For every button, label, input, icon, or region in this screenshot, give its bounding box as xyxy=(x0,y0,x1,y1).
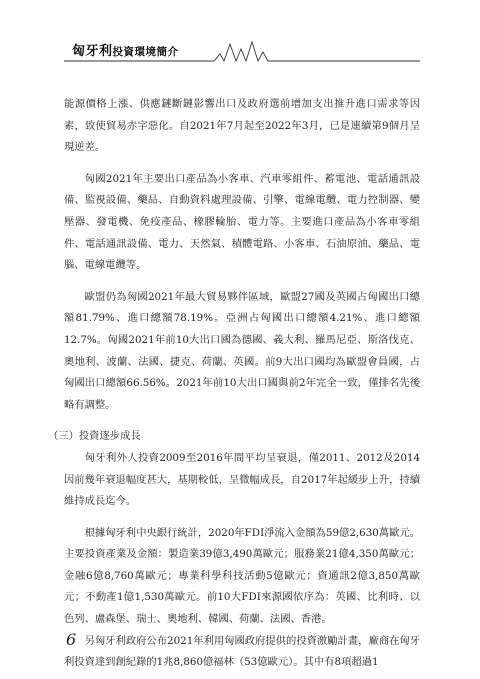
header-title xyxy=(72,40,179,59)
page-body xyxy=(48,94,420,674)
header-title-main: 匈牙利 xyxy=(72,44,113,59)
header-title-rest: 投資環境簡介 xyxy=(112,46,179,58)
section-heading: （三）投資逐步成長 xyxy=(48,430,141,443)
paragraph-trade-partners: 歐盟仍為匈國2021年最大貿易夥伴區域，歐盟27國及英國占匈國出口總額81.79%、進口總額78.19%。亞洲占匈國出口總額4.21%、進口總額12.7%。匈國2021年前10大出口國為德國、義大利、羅馬尼亞、斯洛伐克、奧地利、波蘭、法國、捷克、荷蘭、英國。前9大出口國均為歐盟會員國，占匈國出口總額66.56%。2021年前10大出口國與前2年完全一致，僅排名先後略有調整。 xyxy=(64,290,420,411)
paragraph-fdi-trend: 匈牙利外人投資2009至2016年間平均呈衰退，僅2011、2012及2014因前幾年衰退幅度甚大，基期較低，呈微幅成長，自2017年起緩步上升，持續維持成長迄今。 xyxy=(64,451,420,508)
paragraph-investment-incentives: 另匈牙利政府公布2021年利用匈國政府提供的投資激勵計畫，廠商在匈牙利投資達到創紀錄的1兆8,860億福林（53億歐元）。其中有8項超過1 xyxy=(64,634,420,669)
running-header xyxy=(64,40,420,62)
paragraph-export-import-products: 匈國2021年主要出口產品為小客車、汽車零組件、蓄電池、電話通訊設備、監視設備、藥品、自動資料處理設備、引擎、電線電纜、電力控制器、變壓器、發電機、免疫產品、橡膠輪胎、電力等。主要進口產品為小客車零組件、電話通訊設備、電力、天然氣、積體電路、小客車、石油原油、藥品、電腦、電線電纜等。 xyxy=(64,172,420,272)
paragraph-continued: 能源價格上漲、供應鏈斷鏈影響出口及政府選前增加支出推升進口需求等因素，致使貿易赤字惡化。自2021年7月起至2022年3月，已是連續第9個月呈現逆差。 xyxy=(64,98,420,154)
page-number: 6 xyxy=(66,630,77,649)
paragraph-fdi-statistics: 根據匈牙利中央銀行統計，2020年FDI淨流入金額為59億2,630萬歐元。主要投資產業及金額：製造業39億3,490萬歐元；服務業21億4,350萬歐元；金融6億8,760萬歐元；專業科學科技活動5億歐元；資通訊2億3,850萬歐元；不動產1億1,530萬歐元。前10大FDI來源國依序為：英國、比利時、以色列、盧森堡、瑞士、奧地利、韓國、荷蘭、法國、香港。 xyxy=(64,526,420,626)
